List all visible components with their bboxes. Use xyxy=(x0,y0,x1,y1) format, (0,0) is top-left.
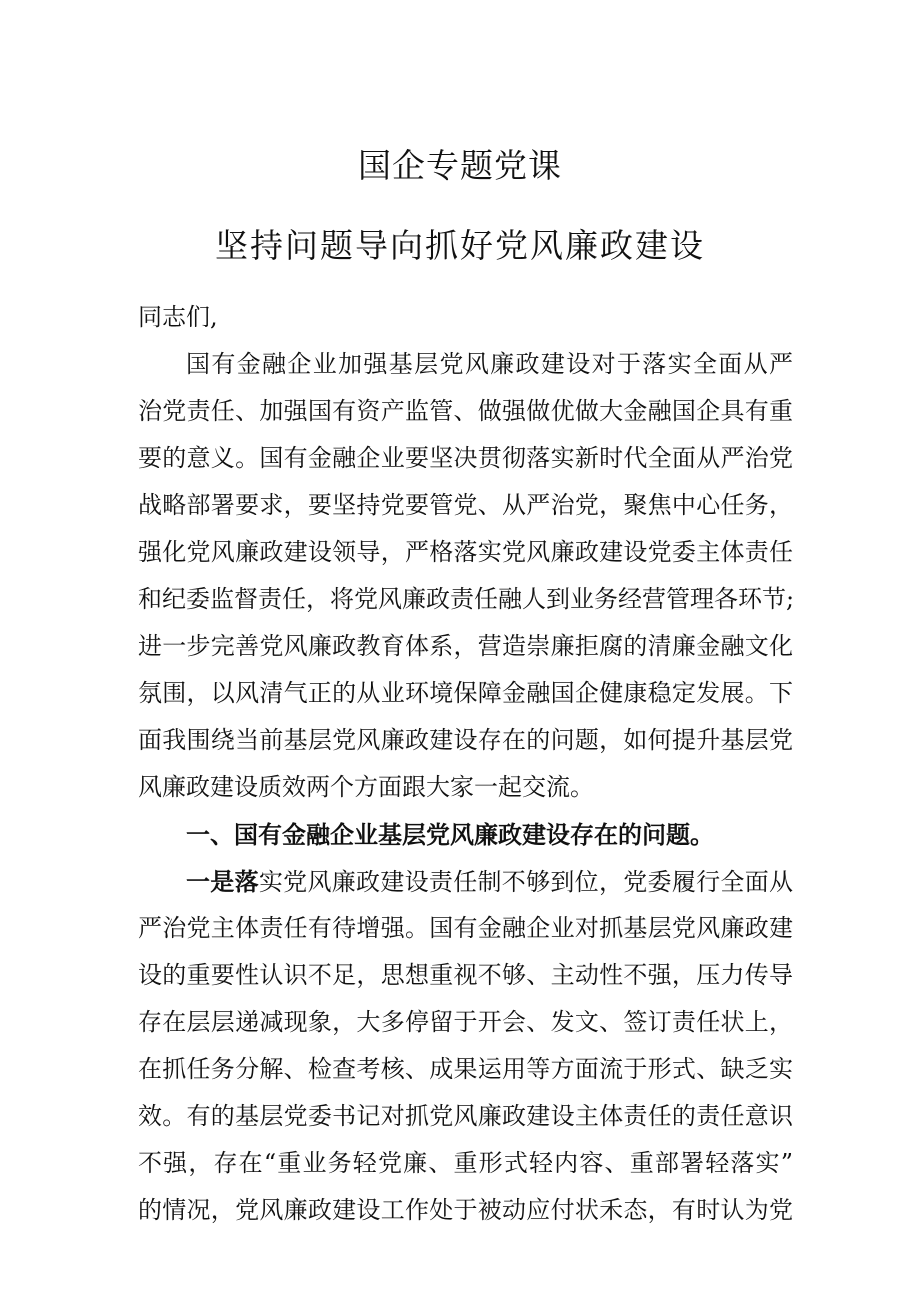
paragraph-2-first-line xyxy=(138,858,793,905)
paragraph-1-line: 国有金融企业加强基层党风廉政建设对于落实全面从严 xyxy=(186,350,793,378)
paragraph-1-line: 强化党风廉政建设领导，严格落实党风廉政建设党委主体责任 xyxy=(138,538,793,566)
paragraph-1-line: 治党责任、加强国有资产监管、做强做优做大金融国企具有重 xyxy=(138,397,793,425)
paragraph-2-line: 不强，存在“重业务轻党廉、重形式轻内容、重部署轻落实” xyxy=(138,1149,793,1177)
document-title: 国企专题党课 xyxy=(358,146,562,185)
paragraph-2-lead: 一是落 xyxy=(186,867,259,896)
paragraph-1-line: 战略部署要求，要坚持党要管党、从严治党，聚焦中心任务， xyxy=(138,491,793,519)
paragraph-1-line: 要的意义。国有金融企业要坚决贯彻落实新时代全面从严治党 xyxy=(138,444,793,472)
paragraph-1-line: 面我围绕当前基层党风廉政建设存在的问题，如何提升基层党 xyxy=(138,726,793,754)
document-subtitle: 坚持问题导向抓好党风廉政建设 xyxy=(215,226,705,265)
salutation: 同志们, xyxy=(138,303,218,331)
paragraph-1-line: 风廉政建设质效两个方面跟大家一起交流。 xyxy=(138,773,594,801)
paragraph-1-line: 和纪委监督责任，将党风廉政责任融人到业务经营管理各环节; xyxy=(138,585,795,613)
paragraph-2-first-rest: 实党风廉政建设责任制不够到位，党委履行全面从 xyxy=(258,868,793,896)
paragraph-1-line: 进一步完善党风廉政教育体系，营造崇廉拒腐的清廉金融文化 xyxy=(138,632,793,660)
document-body xyxy=(138,294,793,1234)
paragraph-2-line: 效。有的基层党委书记对抓党风廉政建设主体责任的责任意识 xyxy=(138,1102,793,1130)
section-1-heading: 一、国有金融企业基层党风廉政建设存在的问题。 xyxy=(186,820,714,849)
paragraph-2-line: 的情况，党风廉政建设工作处于被动应付状禾态，有时认为党 xyxy=(138,1196,793,1224)
paragraph-1-line: 氛围，以风清气正的从业环境保障金融国企健康稳定发展。下 xyxy=(138,679,793,707)
paragraph-2-line: 设的重要性认识不足，思想重视不够、主动性不强，压力传导 xyxy=(138,961,793,989)
paragraph-2-line: 严治党主体责任有待增强。国有金融企业对抓基层党风廉政建 xyxy=(138,914,793,942)
paragraph-2-line: 存在层层递减现象，大多停留于开会、发文、签订责任状上， xyxy=(138,1008,793,1036)
paragraph-2-line: 在抓任务分解、检查考核、成果运用等方面流于形式、缺乏实 xyxy=(138,1055,793,1083)
